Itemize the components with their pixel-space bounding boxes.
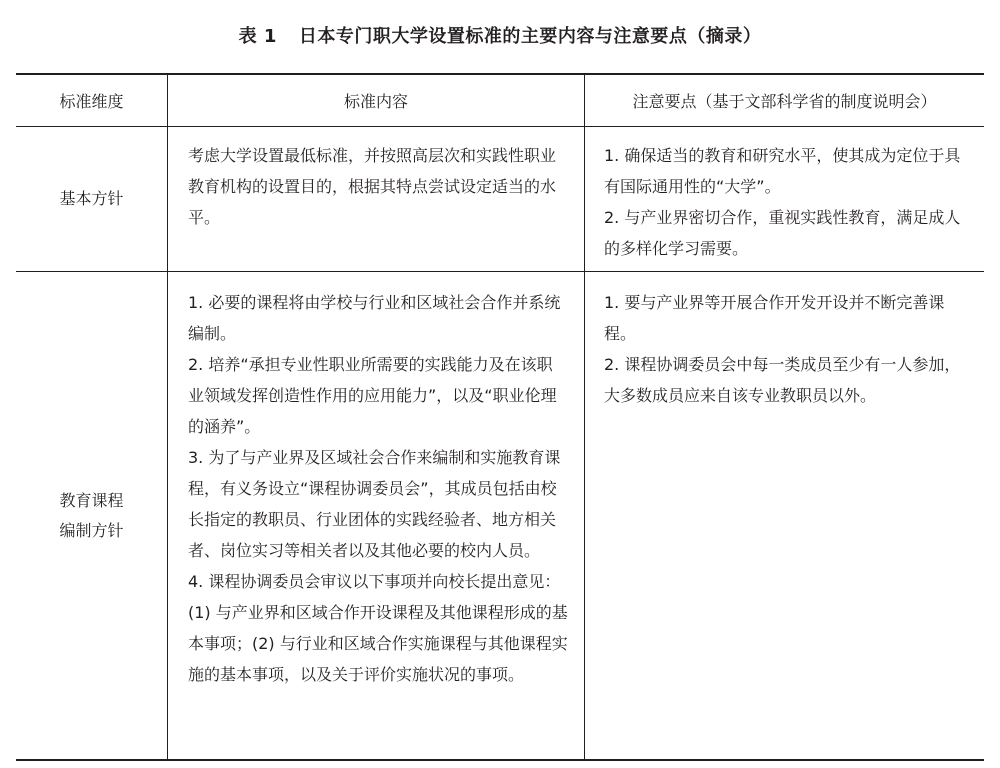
table-caption bbox=[0, 22, 1000, 48]
notes-paragraph: 2. 与产业界密切合作，重视实践性教育，满足成人的多样化学习需要。 bbox=[604, 208, 961, 258]
row-dimension-curriculum bbox=[16, 486, 167, 546]
header-content: 标准内容 bbox=[343, 92, 408, 111]
header-dimension: 标准维度 bbox=[59, 92, 124, 111]
dimension-line: 编制方针 bbox=[59, 521, 124, 540]
column-divider-1 bbox=[167, 75, 168, 759]
content-paragraph: 考虑大学设置最低标准，并按照高层次和实践性职业教育机构的设置目的，根据其特点尝试设定适当的水平。 bbox=[188, 146, 557, 227]
table-bottom-rule bbox=[16, 759, 984, 761]
table-top-rule bbox=[16, 73, 984, 75]
notes-paragraph: 2. 课程协调委员会中每一类成员至少有一人参加，大多数成员应来自该专业教职员以外。 bbox=[604, 355, 961, 405]
dimension-line: 教育课程 bbox=[59, 491, 124, 510]
row-divider bbox=[16, 271, 984, 272]
column-divider-2 bbox=[584, 75, 585, 759]
header-notes: 注意要点（基于文部科学省的制度说明会） bbox=[632, 92, 937, 111]
content-paragraph: 2. 培养“承担专业性职业所需要的实践能力及在该职业领域发挥创造性作用的应用能力”，以及“职业伦理的涵养”。 bbox=[188, 355, 557, 436]
dimension-line: 基本方针 bbox=[59, 189, 124, 208]
notes-paragraph: 1. 确保适当的教育和研究水平，使其成为定位于具有国际通用性的“大学”。 bbox=[604, 146, 961, 196]
row-notes-curriculum bbox=[604, 287, 968, 411]
header-bottom-rule bbox=[16, 126, 984, 127]
table-number: 表 1 bbox=[238, 26, 277, 47]
row-content-curriculum bbox=[188, 287, 568, 690]
row-dimension-basic-policy bbox=[16, 184, 167, 214]
content-paragraph: 4. 课程协调委员会审议以下事项并向校长提出意见：(1) 与产业界和区域合作开设课程及其他课程形成的基本事项；(2) 与行业和区域合作实施课程与其他课程实施的基本事项，以及关于评价实施状况的事项。 bbox=[188, 572, 568, 684]
notes-paragraph: 1. 要与产业界等开展合作开发开设并不断完善课程。 bbox=[604, 293, 945, 343]
table-title: 日本专门职大学设置标准的主要内容与注意要点（摘录） bbox=[298, 26, 762, 47]
content-paragraph: 1. 必要的课程将由学校与行业和区域社会合作并系统编制。 bbox=[188, 293, 561, 343]
row-content-basic-policy bbox=[188, 140, 568, 233]
row-notes-basic-policy bbox=[604, 140, 968, 264]
content-paragraph: 3. 为了与产业界及区域社会合作来编制和实施教育课程，有义务设立“课程协调委员会”，其成员包括由校长指定的教职员、行业团体的实践经验者、地方相关者、岗位实习等相关者以及其他必要的校内人员。 bbox=[188, 448, 561, 560]
